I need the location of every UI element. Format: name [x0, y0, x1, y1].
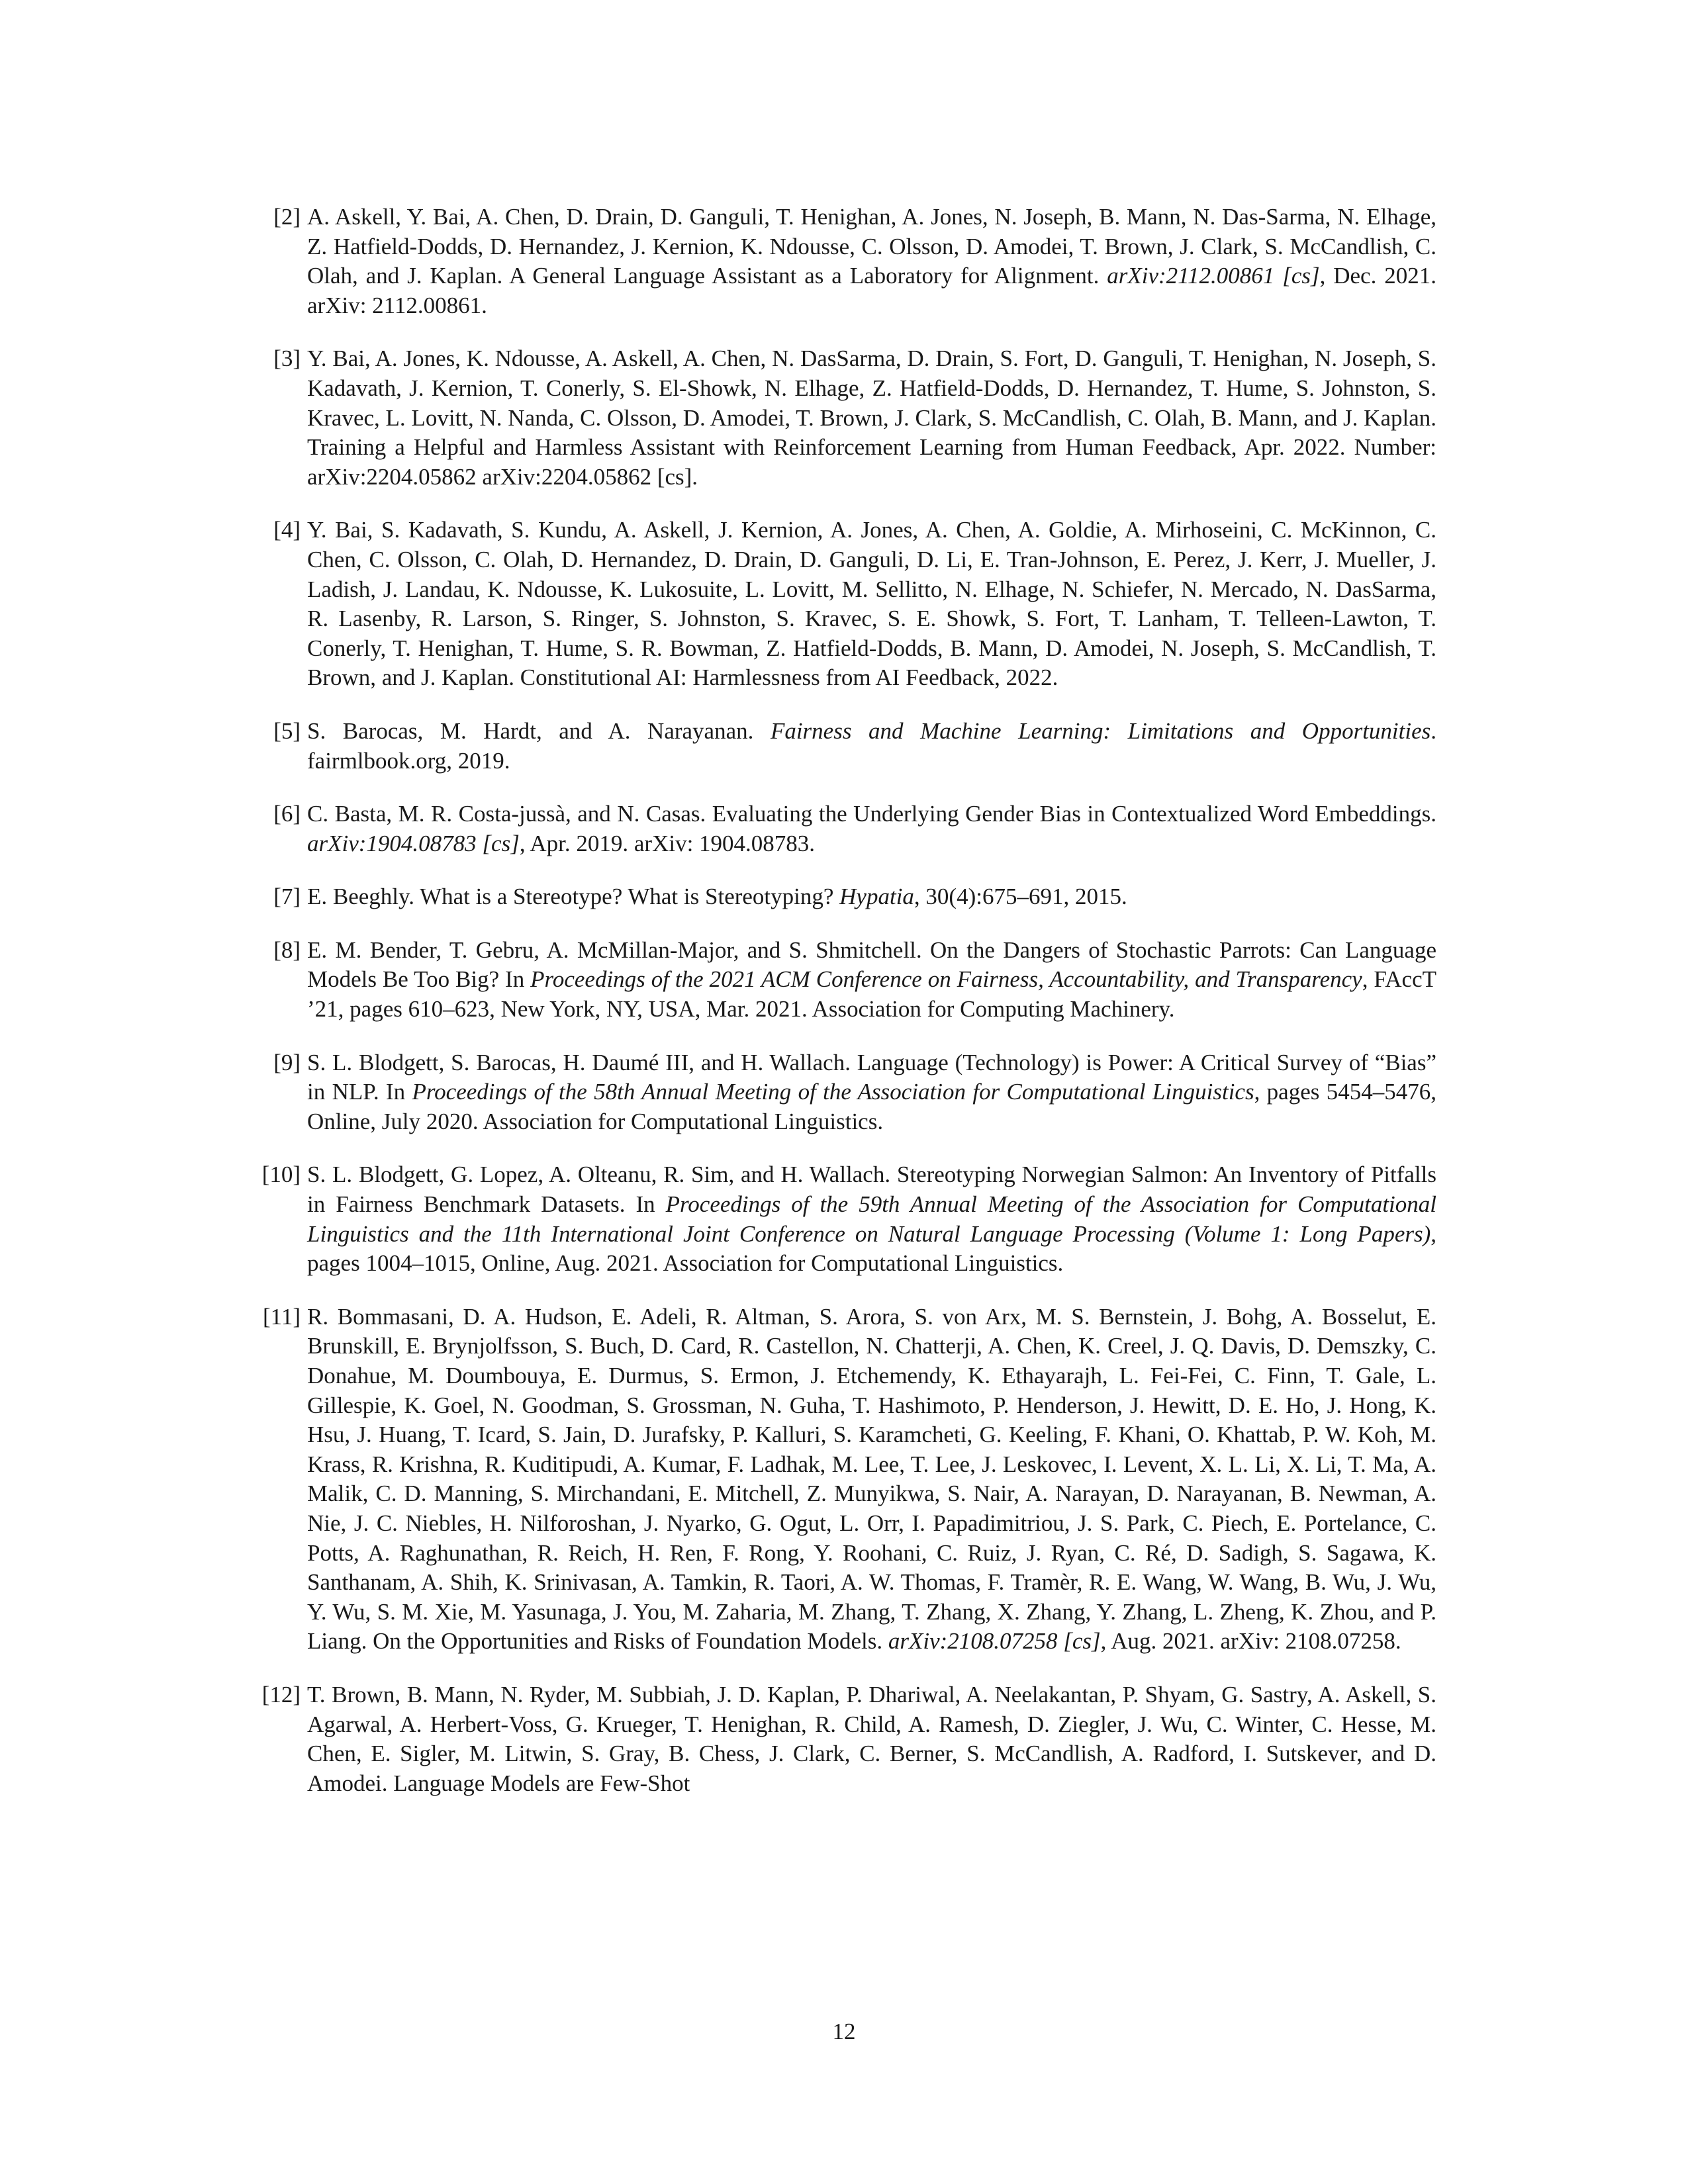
reference-segment: , pages 5454–5476, Online, July 2020. Association for Computational Linguistics. [307, 1079, 1436, 1134]
reference-entry [254, 882, 1436, 912]
reference-text [307, 717, 1436, 776]
reference-venue: arXiv:2108.07258 [cs] [888, 1628, 1101, 1655]
reference-entry [254, 936, 1436, 1024]
page-number: 12 [832, 2019, 856, 2044]
reference-text [307, 203, 1436, 320]
reference-entry [254, 516, 1436, 693]
reference-entry [254, 203, 1436, 320]
reference-venue: Fairness and Machine Learning: Limitations and Opportunities [770, 717, 1431, 744]
reference-segment: R. Bommasani, D. A. Hudson, E. Adeli, R. Altman, S. Arora, S. von Arx, M. S. Bernstein, J. Bohg, A. Bosselut, E. Brunskill, E. Brynjolfsson, S. Buch, D. Card, R. Castellon, N. Chatterji, A. Chen, K. Creel, J. Q. Davis, D. Demszky, C. Donahue, M. Doumbouya, E. Durmus, S. Ermon, J. Etchemendy, K. Ethayarajh, L. Fei-Fei, C. Finn, T. Gale, L. Gillespie, K. Goel, N. Goodman, S. Grossman, N. Guha, T. Hashimoto, P. Henderson, J. Hewitt, D. E. Ho, J. Hong, K. Hsu, J. Huang, T. Icard, S. Jain, D. Jurafsky, P. Kalluri, S. Karamcheti, G. Keeling, F. Khani, O. Khattab, P. W. Koh, M. Krass, R. Krishna, R. Kuditipudi, A. Kumar, F. Ladhak, M. Lee, T. Lee, J. Leskovec, I. Levent, X. L. Li, X. Li, T. Ma, A. Malik, C. D. Manning, S. Mirchandani, E. Mitchell, Z. Munyikwa, S. Nair, A. Narayan, D. Narayanan, B. Newman, A. Nie, J. C. Niebles, H. Nilforoshan, J. Nyarko, G. Ogut, L. Orr, I. Papadimitriou, J. S. Park, C. Piech, E. Portelance, C. Potts, A. Raghunathan, R. Reich, H. Ren, F. Rong, Y. Roohani, C. Ruiz, J. Ryan, C. Ré, D. Sadigh, S. Sagawa, K. Santhanam, A. Shih, K. Srinivasan, A. Tamkin, R. Taori, A. W. Thomas, F. Tramèr, R. E. Wang, W. Wang, B. Wu, J. Wu, Y. Wu, S. M. Xie, M. Yasunaga, J. You, M. Zaharia, M. Zhang, T. Zhang, X. Zhang, Y. Zhang, L. Zheng, K. Zhou, and P. Liang. On the Opportunities and Risks of Foundation Models. [307, 1303, 1436, 1655]
reference-segment: E. M. Bender, T. Gebru, A. McMillan-Major, and S. Shmitchell. On the Dangers of Stochastic Parrots: Can Language Models Be Too Big? In [307, 936, 1436, 993]
reference-number: [8] [273, 936, 301, 963]
reference-text [307, 344, 1436, 492]
reference-number: [11] [262, 1303, 301, 1330]
reference-number: [10] [261, 1161, 301, 1188]
reference-number: [4] [273, 517, 301, 543]
reference-venue: arXiv:2112.00861 [cs] [1107, 263, 1320, 289]
reference-text [307, 799, 1436, 858]
reference-entry [254, 1048, 1436, 1137]
reference-segment: , Apr. 2019. arXiv: 1904.08783. [519, 830, 816, 856]
reference-number: [7] [273, 884, 301, 910]
reference-number: [2] [273, 204, 301, 230]
reference-number: [5] [273, 717, 301, 744]
reference-segment: Y. Bai, S. Kadavath, S. Kundu, A. Askell, J. Kernion, A. Jones, A. Chen, A. Goldie, A. Mirhoseini, C. McKinnon, C. Chen, C. Olsson, C. Olah, D. Hernandez, D. Drain, D. Ganguli, D. Li, E. Tran-Johnson, E. Perez, J. Kerr, J. Mueller, J. Ladish, J. Landau, K. Ndousse, K. Lukosuite, L. Lovitt, M. Sellitto, N. Elhage, N. Schiefer, N. Mercado, N. DasSarma, R. Lasenby, R. Larson, S. Ringer, S. Johnston, S. Kravec, S. E. Showk, S. Fort, T. Lanham, T. Telleen-Lawton, T. Conerly, T. Henighan, T. Hume, S. R. Bowman, Z. Hatfield-Dodds, B. Mann, D. Amodei, N. Joseph, S. McCandlish, T. Brown, and J. Kaplan. Constitutional AI: Harmlessness from AI Feedback, 2022. [307, 517, 1436, 691]
reference-number: [12] [261, 1681, 301, 1707]
reference-number: [9] [273, 1049, 301, 1075]
reference-segment: , pages 1004–1015, Online, Aug. 2021. Association for Computational Linguistics. [307, 1220, 1436, 1277]
reference-segment: C. Basta, M. R. Costa-jussà, and N. Casas. Evaluating the Underlying Gender Bias in Contextualized Word Embeddings. [307, 801, 1436, 827]
reference-number: [6] [273, 801, 301, 827]
reference-venue: Hypatia [839, 884, 914, 910]
reference-entry [254, 1680, 1436, 1798]
reference-entry [254, 344, 1436, 492]
reference-venue: arXiv:1904.08783 [cs] [307, 830, 520, 856]
reference-segment: S. Barocas, M. Hardt, and A. Narayanan. [307, 717, 771, 744]
reference-text [307, 1302, 1436, 1657]
reference-segment: A. Askell, Y. Bai, A. Chen, D. Drain, D. Ganguli, T. Henighan, A. Jones, N. Joseph, B. Mann, N. Das-Sarma, N. Elhage, Z. Hatfield-Dodds, D. Hernandez, J. Kernion, K. Ndousse, C. Olsson, D. Amodei, T. Brown, J. Clark, S. McCandlish, C. Olah, and J. Kaplan. A General Language Assistant as a Laboratory for Alignment. [307, 204, 1436, 289]
reference-entry [254, 799, 1436, 858]
reference-venue: Proceedings of the 58th Annual Meeting of the Association for Computational Linguistics [412, 1079, 1254, 1105]
reference-text [307, 936, 1436, 1024]
reference-venue: Proceedings of the 2021 ACM Conference on Fairness, Accountability, and Transparency [530, 966, 1362, 993]
reference-segment: . fairmlbook.org, 2019. [307, 717, 1437, 774]
reference-segment: Y. Bai, A. Jones, K. Ndousse, A. Askell, A. Chen, N. DasSarma, D. Drain, S. Fort, D. Ganguli, T. Henighan, N. Joseph, S. Kadavath, J. Kernion, T. Conerly, S. El-Showk, N. Elhage, Z. Hatfield-Dodds, D. Hernandez, T. Hume, S. Johnston, S. Kravec, L. Lovitt, N. Nanda, C. Olsson, D. Amodei, T. Brown, J. Clark, S. McCandlish, C. Olah, B. Mann, and J. Kaplan. Training a Helpful and Harmless Assistant with Reinforcement Learning from Human Feedback, Apr. 2022. Number: arXiv:2204.05862 arXiv:2204.05862 [cs]. [307, 345, 1436, 490]
reference-text [307, 882, 1436, 912]
reference-text [307, 516, 1436, 693]
reference-list [254, 203, 1436, 1822]
reference-segment: E. Beeghly. What is a Stereotype? What is Stereotyping? [307, 884, 840, 910]
reference-entry [254, 717, 1436, 776]
reference-segment: T. Brown, B. Mann, N. Ryder, M. Subbiah, J. D. Kaplan, P. Dhariwal, A. Neelakantan, P. Shyam, G. Sastry, A. Askell, S. Agarwal, A. Herbert-Voss, G. Krueger, T. Henighan, R. Child, A. Ramesh, D. Ziegler, J. Wu, C. Winter, C. Hesse, M. Chen, E. Sigler, M. Litwin, S. Gray, B. Chess, J. Clark, C. Berner, S. McCandlish, A. Radford, I. Sutskever, and D. Amodei. Language Models are Few-Shot [307, 1681, 1436, 1796]
reference-segment: , Dec. 2021. arXiv: 2112.00861. [307, 263, 1436, 318]
reference-segment: S. L. Blodgett, G. Lopez, A. Olteanu, R. Sim, and H. Wallach. Stereotyping Norwegian Salmon: An Inventory of Pitfalls in Fairness Benchmark Datasets. In [307, 1161, 1436, 1218]
reference-number: [3] [273, 345, 301, 372]
reference-entry [254, 1302, 1436, 1657]
reference-text [307, 1680, 1436, 1798]
reference-text [307, 1048, 1436, 1137]
reference-entry [254, 1160, 1436, 1278]
reference-segment: , FAccT ’21, pages 610–623, New York, NY, USA, Mar. 2021. Association for Computing Machinery. [307, 966, 1437, 1023]
reference-segment: S. L. Blodgett, S. Barocas, H. Daumé III, and H. Wallach. Language (Technology) is Power: A Critical Survey of “Bias” in NLP. In [307, 1049, 1436, 1105]
reference-segment: , Aug. 2021. arXiv: 2108.07258. [1100, 1628, 1401, 1655]
reference-venue: Proceedings of the 59th Annual Meeting of the Association for Computational Linguistics and the 11th International Joint Conference on Natural Language Processing (Volume 1: Long Papers) [307, 1191, 1436, 1247]
reference-text [307, 1160, 1436, 1278]
reference-segment: , 30(4):675–691, 2015. [914, 884, 1127, 910]
